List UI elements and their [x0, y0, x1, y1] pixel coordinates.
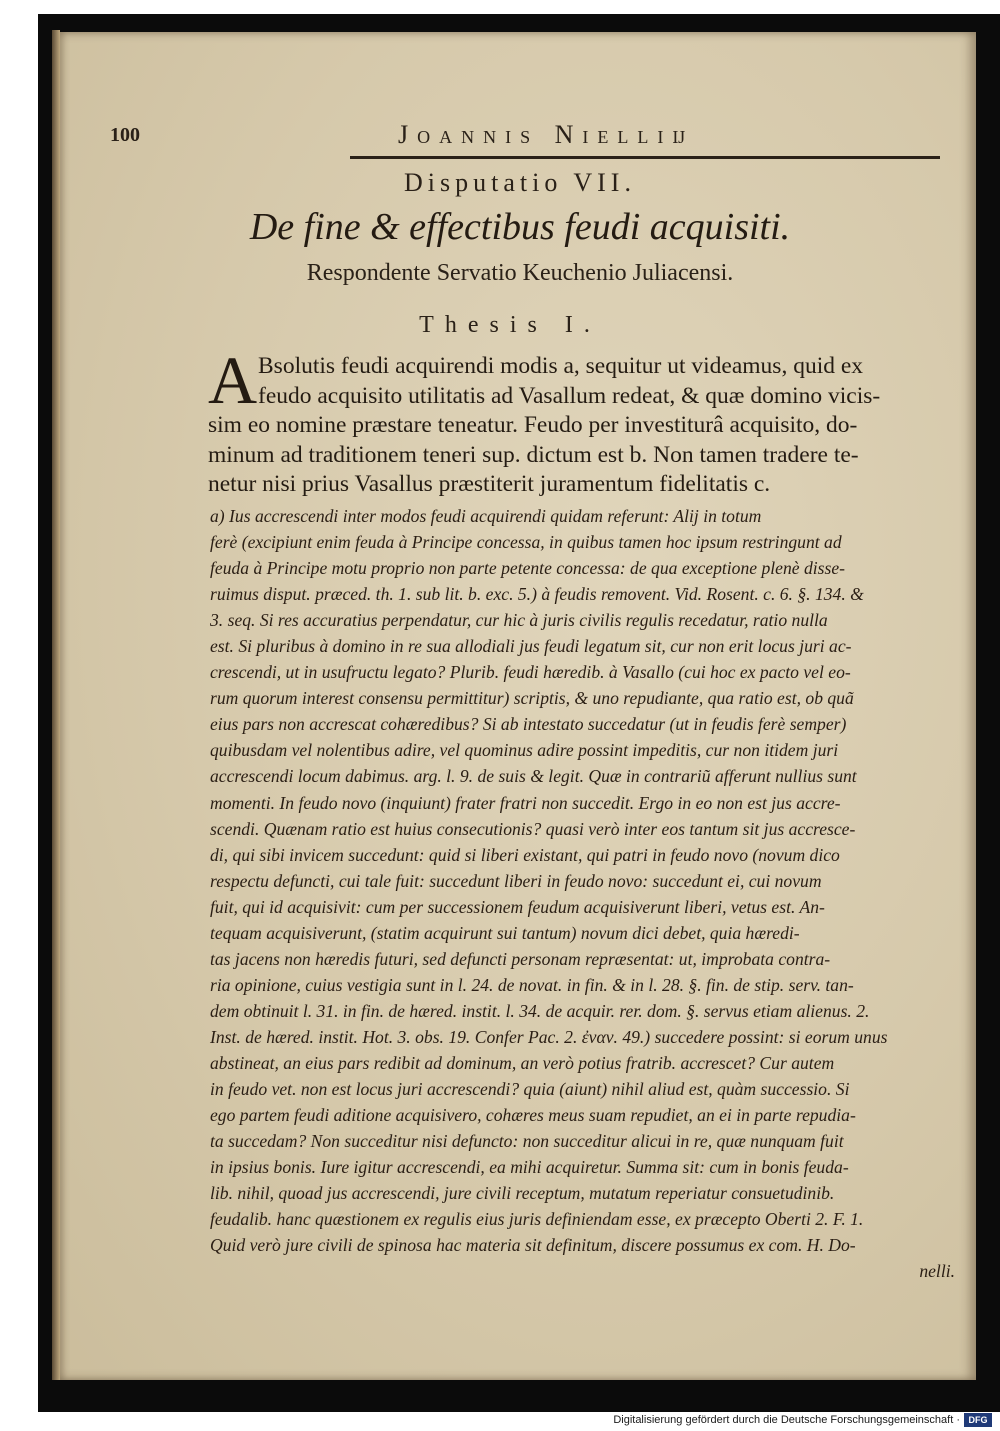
note-line: tequam acquisiverunt, (statim acquirunt sui tantum) novum dici debet, quia hæredi-	[210, 922, 800, 943]
note-line: dem obtinuit l. 31. in fin. de hæred. instit. l. 34. de acquir. rer. dom. §. servus etiam alienus. 2.	[210, 1000, 870, 1021]
body-line: feudo acquisito utilitatis ad Vasallum redeat, & quæ domino vicis-	[258, 382, 881, 409]
note-line: nelli.	[919, 1261, 955, 1282]
note-line: crescendi, ut in usufructu legato? Plurib. feudi hæredib. à Vasallo (cui hoc ex pacto vel eo-	[210, 662, 851, 683]
note-line: ego partem feudi aditione acquisivero, cohæres meus suam repudiet, an ei in parte repudia-	[210, 1105, 856, 1126]
note-line: a) Ius accrescendi inter modos feudi acquirendi quidam referunt: Alij in totum	[210, 506, 762, 526]
note-line: momenti. In feudo novo (inquiunt) frater fratri non succedit. Ergo in eo non est jus accre-	[210, 792, 841, 813]
note-line: respectu defuncti, cui tale fuit: succedunt liberi in feudo novo: succedunt ei, cui novum	[210, 870, 822, 891]
dfg-logo-icon[interactable]: DFG	[964, 1413, 992, 1427]
body-line: Bsolutis feudi acquirendi modis a, sequitur ut videamus, quid ex	[258, 353, 864, 379]
drop-cap: A	[208, 342, 258, 418]
header-rule	[350, 156, 940, 159]
note-line: quibusdam vel nolentibus adire, vel quominus adire possint impeditis, cur non itidem juri	[210, 740, 839, 761]
note-line: abstineat, an eius pars redibit ad dominum, an verò potius fratrib. accrescet? Cur autem	[210, 1052, 835, 1073]
note-line: 3. seq. Si res accuratius perpendatur, cur hic à juris civilis regulis recedatur, ratio nulla	[210, 610, 828, 631]
disputation-title: Disputatio VII.	[404, 168, 636, 197]
funding-credit: Digitalisierung gefördert durch die Deutsche Forschungsgemeinschaft ·	[613, 1414, 960, 1426]
note-line: feudalib. hanc quæstionem ex regulis eius juris definiendam esse, ex præcepto Oberti 2. F. 1.	[210, 1209, 864, 1230]
note-line: ferè (excipiunt enim feuda à Principe concessa, in quibus tamen hoc ipsum restringunt ad	[210, 532, 842, 553]
note-line: in feudo vet. non est locus juri accrescendi? quia (aiunt) nihil aliud est, quàm successio. Si	[210, 1079, 850, 1100]
thesis-body	[208, 342, 953, 500]
disputation-subtitle: De fine & effectibus feudi acquisiti.	[249, 206, 791, 248]
body-line: sim eo nomine præstare teneatur. Feudo per investiturâ acquisito, do-	[208, 412, 858, 438]
respondent-line: Respondente Servatio Keuchenio Juliacensi.	[306, 260, 734, 286]
note-line: est. Si pluribus à domino in re sua allodiali jus feudi legatum sit, cur non erit locus juri ac-	[210, 636, 852, 657]
note-line: ruimus disput. præced. th. 1. sub lit. b. exc. 5.) à feudis removent. Vid. Rosent. c. 6. §. 134. &	[210, 584, 864, 605]
note-line: eius pars non accrescat cohæredibus? Si ab intestato succedatur (ut in feudis ferè semper)	[210, 714, 847, 735]
note-line: accrescendi locum dabimus. arg. l. 9. de suis & legit. Quæ in contrariũ afferunt nullius sunt	[210, 766, 857, 787]
note-line: ria opinione, cuius vestigia sunt in l. 24. de novat. in fin. & in l. 28. §. fin. de stip. serv. tan-	[210, 974, 854, 995]
footnote-block	[210, 503, 955, 1284]
note-line: fuit, qui id acquisivit: cum per successionem feudum acquisiverunt liberi, vetus est. An-	[210, 896, 825, 917]
note-line: tas jacens non hæredis futuri, sed defuncti personam repræsentat: ut, improbata contra-	[210, 948, 831, 969]
note-line: rum quorum interest consensu permittitur) scriptis, & uno repudiante, qua ratio est, ob quã	[210, 688, 854, 709]
running-head: Joannis Nielliĳ	[398, 120, 695, 149]
folio-number: 100	[110, 124, 140, 146]
note-line: ta succedam? Non succeditur nisi defuncto: non succeditur alicui in re, quæ nunquam fuit	[210, 1131, 844, 1152]
note-line: in ipsius bonis. Iure igitur accrescendi, ea mihi acquiretur. Summa sit: cum in bonis feuda-	[210, 1157, 849, 1178]
note-line: lib. nihil, quoad jus accrescendi, jure civili receptum, mutatum reperiatur consuetudinib.	[210, 1183, 835, 1204]
thesis-heading: Thesis I.	[419, 312, 601, 338]
page-header	[110, 120, 950, 160]
note-line: Inst. de hæred. instit. Hot. 3. obs. 19. Confer Pac. 2. ἐναν. 49.) succedere possint: si eorum unus	[210, 1026, 888, 1047]
note-line: feuda à Principe motu proprio non parte petente concessa: de qua exceptione plenè disse-	[210, 558, 845, 579]
note-line: di, qui sibi invicem succedunt: quid si liberi existant, qui patri in feudo novo (novum dico	[210, 844, 840, 865]
note-line: scendi. Quænam ratio est huius consecutionis? quasi verò inter eos tantum sit jus accresce-	[210, 818, 856, 839]
body-line: netur nisi prius Vasallus præstiterit juramentum fidelitatis c.	[208, 471, 771, 497]
body-line: minum ad traditionem teneri sup. dictum est b. Non tamen tradere te-	[208, 441, 859, 468]
note-line: Quid verò jure civili de spinosa hac materia sit definitum, discere possumus ex com. H. Do-	[210, 1235, 856, 1256]
